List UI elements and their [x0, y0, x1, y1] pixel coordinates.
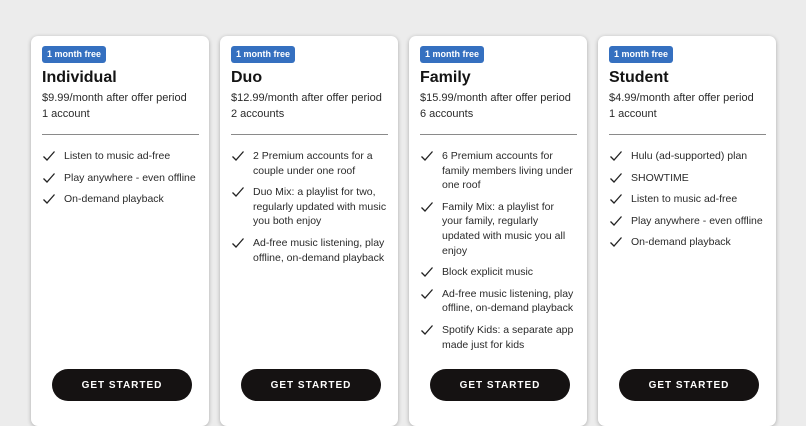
plan-name: Family — [420, 69, 471, 86]
checkmark-icon — [609, 235, 623, 249]
divider — [42, 134, 199, 135]
feature-text: Hulu (ad-supported) plan — [631, 150, 748, 162]
plan-price: $15.99/month after offer period — [420, 92, 571, 104]
checkmark-icon — [420, 323, 434, 337]
feature-text: Duo Mix: a playlist for two, regularly updated with music you both enjoy — [253, 186, 387, 228]
feature-item — [42, 171, 199, 186]
feature-item — [609, 149, 766, 164]
feature-text: Play anywhere - even offline — [64, 171, 196, 184]
checkmark-icon — [42, 149, 56, 163]
feature-item — [609, 235, 766, 250]
plan-name: Duo — [231, 69, 263, 86]
feature-text: 2 Premium accounts for a couple under one roof — [253, 150, 373, 177]
plan-price: $12.99/month after offer period — [231, 92, 382, 104]
offer-badge: 1 month free — [420, 46, 484, 63]
checkmark-icon — [609, 171, 623, 185]
feature-text: On-demand playback — [631, 236, 731, 249]
feature-list — [420, 149, 577, 352]
feature-list — [42, 149, 199, 207]
get-started-button[interactable]: GET STARTED — [241, 369, 381, 401]
divider — [231, 134, 388, 135]
feature-item — [231, 149, 388, 178]
checkmark-icon — [231, 236, 245, 250]
feature-text: Play anywhere - even offline — [631, 214, 763, 227]
feature-item — [420, 323, 577, 352]
feature-text: SHOWTIME — [631, 171, 689, 184]
feature-item — [609, 192, 766, 207]
checkmark-icon — [420, 200, 434, 214]
feature-item — [609, 171, 766, 186]
plan-card-duo — [220, 36, 398, 426]
checkmark-icon — [420, 287, 434, 301]
feature-text: On-demand playback — [64, 193, 164, 206]
plan-name: Individual — [42, 69, 117, 86]
checkmark-icon — [609, 214, 623, 228]
checkmark-icon — [42, 171, 56, 185]
plan-accounts: 1 account — [609, 108, 657, 120]
checkmark-icon — [231, 185, 245, 199]
feature-text: Ad-free music listening, play offline, on-demand playback — [442, 287, 574, 315]
get-started-button[interactable]: GET STARTED — [619, 369, 759, 401]
plan-name: Student — [609, 69, 669, 86]
checkmark-icon — [42, 192, 56, 206]
offer-badge: 1 month free — [231, 46, 295, 63]
plan-card-individual — [31, 36, 209, 426]
plan-accounts: 1 account — [42, 108, 90, 120]
feature-text: 6 Premium accounts for family members living under one roof — [442, 150, 573, 192]
feature-text: Block explicit music — [442, 266, 534, 279]
plan-card-student — [598, 36, 776, 426]
checkmark-icon — [609, 149, 623, 163]
plan-card-family — [409, 36, 587, 426]
feature-text: Ad-free music listening, play offline, on-demand playback — [253, 236, 385, 264]
feature-text: Listen to music ad-free — [631, 193, 738, 206]
plan-accounts: 6 accounts — [420, 108, 474, 120]
get-started-button[interactable]: GET STARTED — [52, 369, 192, 401]
feature-item — [42, 192, 199, 207]
feature-item — [420, 287, 577, 316]
checkmark-icon — [420, 149, 434, 163]
offer-badge: 1 month free — [42, 46, 106, 63]
feature-text: Family Mix: a playlist for your family, regularly updated with music you all enjoy — [442, 200, 566, 257]
checkmark-icon — [609, 192, 623, 206]
get-started-button[interactable]: GET STARTED — [430, 369, 570, 401]
offer-badge: 1 month free — [609, 46, 673, 63]
plan-price: $4.99/month after offer period — [609, 92, 754, 104]
feature-text: Spotify Kids: a separate app made just for kids — [442, 323, 574, 351]
feature-item — [231, 236, 388, 265]
feature-item — [231, 185, 388, 229]
divider — [609, 134, 766, 135]
feature-list — [609, 149, 766, 250]
feature-item — [609, 214, 766, 229]
feature-item — [420, 149, 577, 193]
feature-text: Listen to music ad-free — [64, 150, 171, 162]
checkmark-icon — [420, 265, 434, 279]
feature-list — [231, 149, 388, 265]
plan-price: $9.99/month after offer period — [42, 92, 187, 104]
checkmark-icon — [231, 149, 245, 163]
plan-accounts: 2 accounts — [231, 108, 285, 120]
feature-item — [420, 265, 577, 280]
feature-item — [420, 200, 577, 258]
divider — [420, 134, 577, 135]
feature-item — [42, 149, 199, 164]
